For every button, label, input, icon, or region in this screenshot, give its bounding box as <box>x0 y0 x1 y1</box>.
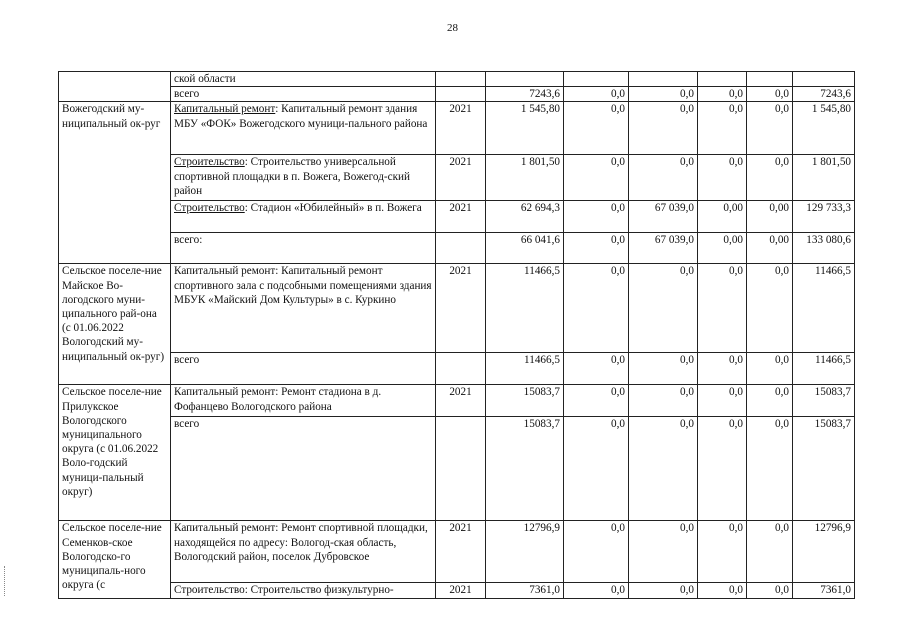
value-cell: 0,0 <box>747 264 793 353</box>
value-cell: 0,0 <box>747 353 793 385</box>
table-row <box>59 87 855 102</box>
municipality-cell: Сельское поселе-ние Майское Во-логодского муни-ципального рай-она (с 01.06.2022 Вологодский му-ниципальный ок-руг) <box>59 264 171 385</box>
value-cell: 11466,5 <box>793 264 855 353</box>
object-cell <box>171 102 436 155</box>
object-cell: Строительство: Строительство физкультурно- <box>171 583 436 598</box>
value-cell: 0,00 <box>698 233 747 264</box>
scan-edge-marks <box>4 566 9 596</box>
value-cell: 0,0 <box>564 264 629 353</box>
value-cell: 7361,0 <box>486 583 564 598</box>
object-cell <box>171 155 436 201</box>
object-cell: всего <box>171 353 436 385</box>
budget-table <box>58 71 855 599</box>
object-cell: всего <box>171 417 436 521</box>
year-cell: 2021 <box>436 264 486 353</box>
year-cell: 2021 <box>436 521 486 583</box>
work-type: Строительство <box>174 202 245 215</box>
value-cell: 1 801,50 <box>486 155 564 201</box>
value-cell: 0,0 <box>698 155 747 201</box>
table-row <box>59 385 855 417</box>
value-cell: 0,0 <box>698 353 747 385</box>
municipality-cell: Сельское поселе-ние Семенков-ское Вологодско-го муниципаль-ного округа (с <box>59 521 171 598</box>
value-cell: 15083,7 <box>793 417 855 521</box>
value-cell: 0,0 <box>747 583 793 598</box>
object-cell: всего <box>171 87 436 102</box>
value-cell: 1 801,50 <box>793 155 855 201</box>
year-cell: 2021 <box>436 155 486 201</box>
value-cell: 0,00 <box>747 201 793 233</box>
object-cell: Капитальный ремонт: Капитальный ремонт спортивного зала с подсобными помещениями здания МБУК «Майский Дом Культуры» в с. Куркино <box>171 264 436 353</box>
value-cell: 0,0 <box>747 521 793 583</box>
year-cell: 2021 <box>436 201 486 233</box>
value-cell: 0,0 <box>629 264 698 353</box>
work-type: Капитальный ремонт <box>174 103 276 116</box>
value-cell: 0,0 <box>629 417 698 521</box>
value-cell: 0,0 <box>698 583 747 598</box>
value-cell: 0,0 <box>698 417 747 521</box>
value-cell: 62 694,3 <box>486 201 564 233</box>
year-cell: 2021 <box>436 385 486 417</box>
page-number: 28 <box>447 22 458 34</box>
value-cell: 0,0 <box>564 233 629 264</box>
value-cell: 0,0 <box>564 87 629 102</box>
municipality-cell: Вожегодский му-ниципальный ок-руг <box>59 102 171 264</box>
object-text: : Капитальный ремонт здания МБУ «ФОК» Вожегодского муници-пального района <box>174 103 428 130</box>
value-cell: 0,0 <box>629 353 698 385</box>
value-cell: 0,0 <box>698 385 747 417</box>
value-cell: 0,0 <box>564 102 629 155</box>
value-cell: 0,0 <box>564 155 629 201</box>
value-cell: 0,0 <box>698 102 747 155</box>
value-cell: 0,0 <box>629 583 698 598</box>
value-cell: 133 080,6 <box>793 233 855 264</box>
value-cell: 11466,5 <box>486 353 564 385</box>
value-cell: 0,00 <box>747 233 793 264</box>
value-cell: 7361,0 <box>793 583 855 598</box>
year-cell: 2021 <box>436 102 486 155</box>
value-cell: 1 545,80 <box>486 102 564 155</box>
table-row <box>59 353 855 385</box>
value-cell: 66 041,6 <box>486 233 564 264</box>
object-cell: Капитальный ремонт: Ремонт спортивной площадки, находящейся по адресу: Вологод-ская область, Вологодский район, поселок Дубровское <box>171 521 436 583</box>
value-cell: 0,0 <box>564 201 629 233</box>
value-cell: 12796,9 <box>486 521 564 583</box>
value-cell: 7243,6 <box>793 87 855 102</box>
value-cell: 7243,6 <box>486 87 564 102</box>
value-cell: 11466,5 <box>486 264 564 353</box>
table-row <box>59 155 855 201</box>
value-cell: 0,0 <box>629 102 698 155</box>
table-row <box>59 417 855 521</box>
table-row <box>59 264 855 353</box>
value-cell: 0,0 <box>564 417 629 521</box>
value-cell: 0,0 <box>747 102 793 155</box>
value-cell: 1 545,80 <box>793 102 855 155</box>
year-cell: 2021 <box>436 583 486 598</box>
table-row <box>59 521 855 583</box>
value-cell: 0,0 <box>698 264 747 353</box>
object-text: : Строительство универсальной спортивной площадки в п. Вожега, Вожегод-ский район <box>174 156 411 197</box>
value-cell: 0,0 <box>564 385 629 417</box>
value-cell: 15083,7 <box>793 385 855 417</box>
object-cell <box>171 201 436 233</box>
table-row <box>59 233 855 264</box>
value-cell: 12796,9 <box>793 521 855 583</box>
value-cell: 0,0 <box>747 155 793 201</box>
value-cell: 0,0 <box>747 87 793 102</box>
object-cell: всего: <box>171 233 436 264</box>
value-cell: 0,0 <box>564 521 629 583</box>
value-cell: 67 039,0 <box>629 201 698 233</box>
value-cell: 0,0 <box>747 417 793 521</box>
value-cell: 0,0 <box>629 521 698 583</box>
value-cell: 15083,7 <box>486 417 564 521</box>
value-cell: 11466,5 <box>793 353 855 385</box>
municipality-cell <box>59 72 171 102</box>
table-row <box>59 102 855 155</box>
object-cell: ской области <box>171 72 436 87</box>
value-cell: 0,00 <box>698 201 747 233</box>
value-cell: 67 039,0 <box>629 233 698 264</box>
table-row <box>59 72 855 87</box>
table-row <box>59 583 855 598</box>
value-cell: 0,0 <box>629 385 698 417</box>
value-cell: 0,0 <box>564 353 629 385</box>
object-cell: Капитальный ремонт: Ремонт стадиона в д. Фофанцево Вологодского района <box>171 385 436 417</box>
value-cell: 15083,7 <box>486 385 564 417</box>
value-cell: 0,0 <box>564 583 629 598</box>
work-type: Строительство <box>174 156 245 169</box>
value-cell: 0,0 <box>629 155 698 201</box>
value-cell: 0,0 <box>629 87 698 102</box>
municipality-cell: Сельское поселе-ние Прилукское Вологодского муниципального округа (с 01.06.2022 Воло-годский муници-пальный округ) <box>59 385 171 521</box>
table-row <box>59 201 855 233</box>
value-cell: 129 733,3 <box>793 201 855 233</box>
object-text: : Стадион «Юбилейный» в п. Вожега <box>244 202 422 215</box>
value-cell: 0,0 <box>698 521 747 583</box>
value-cell: 0,0 <box>747 385 793 417</box>
value-cell: 0,0 <box>698 87 747 102</box>
